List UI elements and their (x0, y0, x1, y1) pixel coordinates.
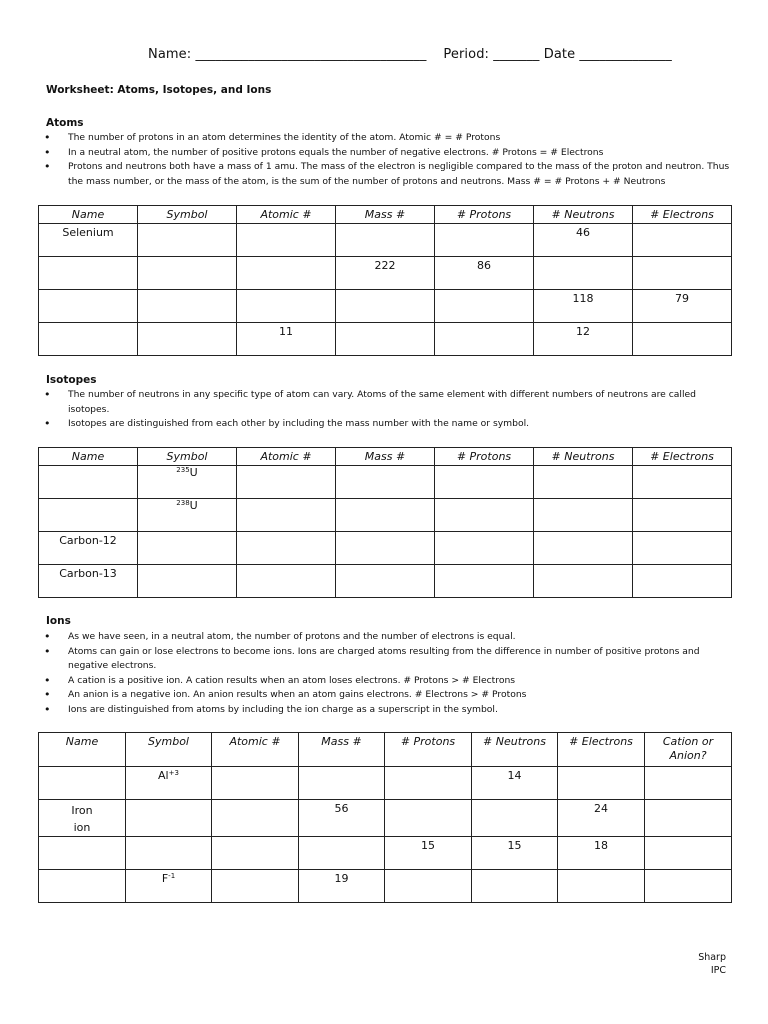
column-header: Mass # (299, 733, 385, 767)
isotope-symbol-cell[interactable] (138, 499, 237, 532)
table-cell[interactable] (385, 767, 472, 800)
table-cell[interactable]: 19 (299, 870, 385, 903)
column-header: Atomic # (237, 206, 336, 224)
column-header: Cation or Anion? (645, 733, 732, 767)
table-cell[interactable] (558, 870, 645, 903)
table-cell[interactable] (435, 466, 534, 499)
table-cell[interactable] (138, 565, 237, 598)
table-cell[interactable] (645, 837, 732, 870)
isotopes-bullet: • Isotopes are distinguished from each other by including the mass number with the name or symbol. (44, 417, 734, 432)
table-cell[interactable] (237, 499, 336, 532)
date-label: Date (543, 47, 576, 62)
column-header: Symbol (138, 206, 237, 224)
column-header: Name (39, 733, 126, 767)
table-cell[interactable] (336, 290, 435, 323)
table-cell[interactable] (39, 767, 126, 800)
element-symbol: U (189, 499, 198, 512)
table-row (39, 767, 732, 800)
table-cell[interactable]: 118 (534, 290, 633, 323)
table-cell[interactable]: 14 (472, 767, 558, 800)
table-cell[interactable] (39, 837, 126, 870)
mass-number-superscript: 238 (176, 499, 190, 507)
atoms-bullet: • Protons and neutrons both have a mass of 1 amu. The mass of the electron is negligible compared to the mass of the proton and neutron. Thus the mass number, or the mass of the atom, is the sum of the number of protons and neutrons. Mass # = # Protons + # Neutrons (44, 160, 734, 189)
table-cell[interactable] (212, 800, 299, 837)
table-row (39, 257, 732, 290)
table-cell[interactable] (237, 466, 336, 499)
table-cell[interactable] (39, 257, 138, 290)
ions-bullets (44, 630, 734, 717)
isotopes-section-title: Isotopes (46, 374, 97, 386)
table-cell[interactable] (212, 767, 299, 800)
table-cell[interactable] (435, 224, 534, 257)
table-cell[interactable] (212, 870, 299, 903)
table-row (39, 224, 732, 257)
table-cell[interactable] (237, 532, 336, 565)
table-cell[interactable] (39, 870, 126, 903)
table-cell[interactable] (299, 767, 385, 800)
column-header: Atomic # (237, 448, 336, 466)
table-cell[interactable] (138, 290, 237, 323)
mass-number-superscript: 235 (176, 466, 190, 474)
ion-charge-superscript: +3 (168, 769, 179, 777)
column-header: # Electrons (558, 733, 645, 767)
table-cell[interactable] (558, 767, 645, 800)
ions-table (38, 732, 732, 903)
table-cell[interactable] (645, 800, 732, 837)
table-cell[interactable]: 24 (558, 800, 645, 837)
column-header: # Protons (435, 448, 534, 466)
table-cell[interactable] (385, 870, 472, 903)
ions-bullet: • Atoms can gain or lose electrons to become ions. Ions are charged atoms resulting from the difference in number of positive protons and negative electrons. (44, 645, 734, 674)
ions-bullet: • As we have seen, in a neutral atom, the number of protons and the number of electrons is equal. (44, 630, 734, 645)
footer-author: Sharp (698, 952, 726, 963)
table-cell[interactable] (336, 466, 435, 499)
column-header: # Neutrons (534, 206, 633, 224)
table-cell[interactable] (633, 565, 732, 598)
atoms-bullets (44, 131, 734, 189)
isotope-symbol-cell[interactable] (138, 466, 237, 499)
column-header: # Electrons (633, 206, 732, 224)
table-cell[interactable] (633, 224, 732, 257)
table-cell[interactable]: 15 (472, 837, 558, 870)
table-row (39, 870, 732, 903)
table-cell[interactable]: 18 (558, 837, 645, 870)
table-cell[interactable] (138, 257, 237, 290)
table-cell[interactable] (39, 499, 138, 532)
table-cell[interactable] (299, 837, 385, 870)
atoms-table (38, 205, 732, 356)
ion-symbol-cell[interactable] (126, 800, 212, 837)
ions-bullet: • A cation is a positive ion. A cation results when an atom loses electrons. # Protons > # Electrons (44, 674, 734, 689)
column-header: # Protons (435, 206, 534, 224)
table-cell[interactable] (237, 257, 336, 290)
table-cell[interactable] (633, 532, 732, 565)
column-header: # Electrons (633, 448, 732, 466)
table-cell[interactable] (472, 870, 558, 903)
table-cell[interactable] (39, 466, 138, 499)
date-field[interactable]: ______________ (579, 47, 672, 62)
table-cell[interactable] (237, 224, 336, 257)
table-cell[interactable] (435, 290, 534, 323)
table-cell[interactable] (336, 565, 435, 598)
column-header: Symbol (138, 448, 237, 466)
atoms-bullet: • In a neutral atom, the number of positive protons equals the number of negative electrons. # Protons = # Electrons (44, 146, 734, 161)
table-cell[interactable] (435, 565, 534, 598)
table-cell[interactable] (336, 499, 435, 532)
footer-course: IPC (710, 965, 726, 976)
table-cell[interactable] (138, 323, 237, 356)
ions-bullet: • An anion is a negative ion. An anion results when an atom gains electrons. # Electrons > # Protons (44, 688, 734, 703)
element-symbol: Al (158, 769, 169, 782)
ion-charge-superscript: -1 (168, 872, 176, 880)
ion-symbol-cell[interactable] (126, 767, 212, 800)
table-cell[interactable] (633, 257, 732, 290)
table-cell[interactable] (633, 323, 732, 356)
element-symbol: U (189, 466, 198, 479)
worksheet-title: Worksheet: Atoms, Isotopes, and Ions (46, 84, 272, 96)
column-header: Mass # (336, 206, 435, 224)
table-cell[interactable] (534, 466, 633, 499)
table-cell[interactable] (336, 323, 435, 356)
ion-symbol-cell[interactable] (126, 837, 212, 870)
table-cell[interactable] (39, 290, 138, 323)
column-header: # Neutrons (534, 448, 633, 466)
table-cell[interactable]: 222 (336, 257, 435, 290)
period-field[interactable]: _______ (493, 47, 540, 62)
table-cell[interactable] (633, 499, 732, 532)
table-cell[interactable] (237, 290, 336, 323)
table-row (39, 532, 732, 565)
table-cell[interactable]: 15 (385, 837, 472, 870)
table-cell[interactable]: 79 (633, 290, 732, 323)
table-row (39, 290, 732, 323)
atoms-section-title: Atoms (46, 117, 84, 129)
table-row (39, 565, 732, 598)
ions-section-title: Ions (46, 615, 71, 627)
footer (698, 951, 726, 977)
table-cell[interactable] (385, 800, 472, 837)
period-label: Period: (443, 47, 490, 62)
table-cell[interactable] (336, 224, 435, 257)
name-label: Name: (148, 47, 192, 62)
name-field[interactable]: ___________________________________ (195, 47, 427, 62)
table-cell[interactable] (534, 257, 633, 290)
ion-symbol-cell[interactable] (126, 870, 212, 903)
column-header: # Protons (385, 733, 472, 767)
table-cell[interactable]: 56 (299, 800, 385, 837)
table-cell[interactable]: 11 (237, 323, 336, 356)
table-cell[interactable] (237, 565, 336, 598)
table-cell[interactable]: Carbon-13 (39, 565, 138, 598)
table-cell[interactable] (435, 499, 534, 532)
table-row (39, 323, 732, 356)
table-cell[interactable] (633, 466, 732, 499)
table-cell[interactable] (336, 532, 435, 565)
table-cell[interactable] (645, 767, 732, 800)
table-cell[interactable]: Iron ion (39, 800, 126, 837)
column-header: Name (39, 448, 138, 466)
ions-table-header-row (39, 733, 732, 767)
column-header: Atomic # (212, 733, 299, 767)
isotopes-table (38, 447, 732, 598)
table-cell[interactable] (435, 323, 534, 356)
table-cell[interactable] (39, 323, 138, 356)
table-cell[interactable] (212, 837, 299, 870)
column-header: Mass # (336, 448, 435, 466)
isotopes-bullet: • The number of neutrons in any specific type of atom can vary. Atoms of the same element with different numbers of neutrons are called isotopes. (44, 388, 734, 417)
element-symbol: F (161, 872, 169, 885)
table-row (39, 466, 732, 499)
ions-bullet: • Ions are distinguished from atoms by including the ion charge as a superscript in the symbol. (44, 703, 734, 718)
table-cell[interactable] (534, 532, 633, 565)
table-cell[interactable] (138, 532, 237, 565)
table-cell[interactable]: 46 (534, 224, 633, 257)
student-info-header (148, 47, 672, 62)
table-cell[interactable] (435, 532, 534, 565)
atoms-bullet: • The number of protons in an atom determines the identity of the atom. Atomic # = # Protons (44, 131, 734, 146)
table-cell[interactable] (534, 565, 633, 598)
column-header: Symbol (126, 733, 212, 767)
table-cell[interactable] (645, 870, 732, 903)
table-cell[interactable]: 12 (534, 323, 633, 356)
table-row (39, 499, 732, 532)
table-cell[interactable] (534, 499, 633, 532)
column-header: # Neutrons (472, 733, 558, 767)
atoms-table-header-row (39, 206, 732, 224)
table-cell[interactable]: 86 (435, 257, 534, 290)
table-row (39, 800, 732, 837)
table-cell[interactable]: Selenium (39, 224, 138, 257)
table-cell[interactable]: Carbon-12 (39, 532, 138, 565)
table-cell[interactable] (138, 224, 237, 257)
table-row (39, 837, 732, 870)
table-cell[interactable] (472, 800, 558, 837)
isotopes-bullets (44, 388, 734, 432)
column-header: Name (39, 206, 138, 224)
isotopes-table-header-row (39, 448, 732, 466)
